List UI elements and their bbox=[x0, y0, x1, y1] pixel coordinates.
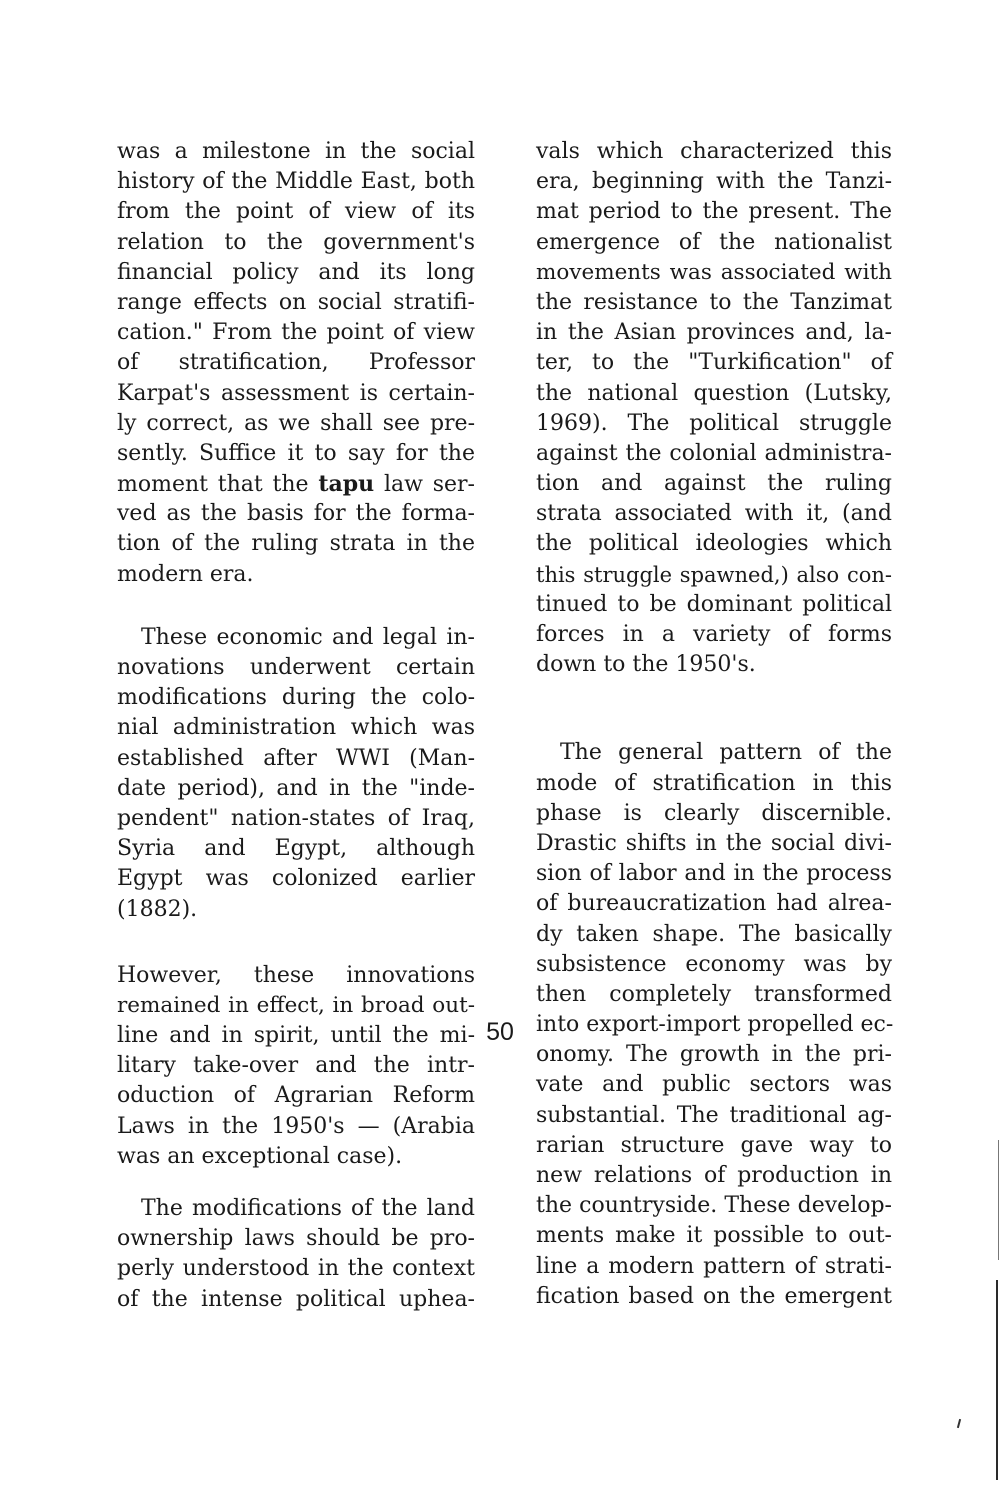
emphasized-term: tapu bbox=[318, 471, 375, 498]
right-text-column bbox=[536, 137, 892, 1312]
text-line: relation to the government's bbox=[117, 229, 475, 255]
text-line: vals which characterized this bbox=[536, 139, 892, 164]
text-line: The modifications of the land bbox=[141, 1196, 475, 1221]
text-line: sion of labor and in the process bbox=[536, 861, 892, 887]
text-line: ved as the basis for the forma- bbox=[117, 501, 475, 527]
paragraph bbox=[536, 137, 892, 680]
text-line: line and in spirit, until the mi- bbox=[117, 1023, 475, 1049]
text-line: litary take-over and the intr- bbox=[117, 1053, 475, 1079]
text-line: Drastic shifts in the social divi- bbox=[536, 830, 892, 856]
text-line: from the point of view of its bbox=[117, 199, 475, 225]
text-line: ter, to the "Turkification" of bbox=[536, 350, 892, 376]
scan-edge-mark bbox=[996, 1280, 998, 1480]
text-line: range effects on social stratifi- bbox=[117, 289, 475, 315]
text-line: date period), and in the "inde- bbox=[117, 775, 475, 801]
text-line: tion and against the ruling bbox=[536, 471, 892, 497]
text-line: pendent" nation-states of Iraq, bbox=[117, 805, 475, 831]
text-line: then completely transformed bbox=[536, 981, 892, 1007]
text-line: forces in a variety of forms bbox=[536, 622, 892, 647]
text-line: tinued to be dominant political bbox=[536, 591, 892, 617]
text-line: (1882). bbox=[117, 896, 198, 922]
text-line: vate and public sectors was bbox=[536, 1072, 892, 1098]
text-line: Egypt was colonized earlier bbox=[117, 866, 475, 892]
text-line: the political ideologies which bbox=[536, 531, 892, 557]
text-line: However, these innovations bbox=[117, 962, 475, 988]
text-line: this struggle spawned,) also con- bbox=[536, 562, 892, 587]
text-line: phase is clearly discernible. bbox=[536, 800, 892, 826]
text-line: the national question (Lutsky, bbox=[536, 380, 892, 406]
text-line: the countryside. These develop- bbox=[536, 1193, 892, 1219]
text-line: novations underwent certain bbox=[117, 655, 475, 680]
scan-edge-mark bbox=[998, 1140, 999, 1260]
text-line: tion of the ruling strata in the bbox=[117, 531, 475, 557]
paragraph bbox=[117, 137, 475, 590]
text-line: sently. Suffice it to say for the bbox=[117, 440, 475, 466]
text-line: Laws in the 1950's — (Arabia bbox=[117, 1113, 475, 1139]
text-line: ly correct, as we shall see pre- bbox=[117, 410, 475, 436]
text-line: was an exceptional case). bbox=[117, 1143, 403, 1169]
text-line: modern era. bbox=[117, 561, 254, 587]
paragraph bbox=[117, 623, 475, 925]
text-line: moment that the tapu law ser- bbox=[117, 471, 475, 498]
text-line: mode of stratification in this bbox=[536, 770, 892, 796]
text-line: established after WWI (Man- bbox=[117, 745, 475, 771]
text-line: The general pattern of the bbox=[560, 740, 892, 766]
text-line: fication based on the emergent bbox=[536, 1283, 892, 1309]
text-line: line a modern pattern of strati- bbox=[536, 1253, 892, 1279]
text-line: modifications during the colo- bbox=[117, 685, 475, 711]
text-line: ownership laws should be pro- bbox=[117, 1226, 475, 1252]
text-line: financial policy and its long bbox=[117, 259, 475, 285]
text-line: subsistence economy was by bbox=[536, 951, 892, 977]
left-text-column bbox=[117, 137, 475, 1315]
text-line: ments make it possible to out- bbox=[536, 1223, 892, 1249]
text-line: movements was associated with bbox=[536, 259, 892, 285]
paragraph bbox=[117, 1194, 475, 1315]
text-line: substantial. The traditional ag- bbox=[536, 1102, 892, 1128]
text-line: era, beginning with the Tanzi- bbox=[536, 169, 892, 195]
text-line: oduction of Agrarian Reform bbox=[117, 1083, 475, 1109]
text-line: Karpat's assessment is certain- bbox=[117, 380, 475, 406]
text-line: the resistance to the Tanzimat bbox=[536, 289, 892, 315]
paragraph bbox=[117, 961, 475, 1172]
text-line: cation." From the point of view bbox=[117, 320, 475, 346]
text-line: down to the 1950's. bbox=[536, 652, 756, 678]
text-line: mat period to the present. The bbox=[536, 199, 892, 225]
text-line: new relations of production in bbox=[536, 1163, 892, 1188]
text-line: dy taken shape. The basically bbox=[536, 921, 892, 947]
text-line: remained in effect, in broad out- bbox=[117, 992, 475, 1018]
text-line: perly understood in the context bbox=[117, 1256, 475, 1282]
text-line: These economic and legal in- bbox=[141, 624, 475, 650]
text-line: rarian structure gave way to bbox=[536, 1132, 892, 1158]
page-number: 50 bbox=[486, 1018, 514, 1046]
text-line: strata associated with it, (and bbox=[536, 501, 892, 527]
text-line: Syria and Egypt, although bbox=[117, 836, 475, 862]
text-line: against the colonial administra- bbox=[536, 440, 892, 466]
text-line: emergence of the nationalist bbox=[536, 229, 892, 255]
text-line: history of the Middle East, both bbox=[117, 169, 475, 195]
text-line: in the Asian provinces and, la- bbox=[536, 320, 892, 346]
text-line: of stratification, Professor bbox=[117, 350, 475, 376]
text-line: 1969). The political struggle bbox=[536, 410, 892, 436]
text-line: onomy. The growth in the pri- bbox=[536, 1042, 892, 1068]
text-line: was a milestone in the social bbox=[117, 139, 475, 164]
text-line: into export-import propelled ec- bbox=[536, 1012, 894, 1038]
scan-speck bbox=[957, 1419, 961, 1428]
text-line: of the intense political uphea- bbox=[117, 1286, 475, 1312]
text-line: nial administration which was bbox=[117, 715, 475, 741]
text-line: of bureaucratization had alrea- bbox=[536, 891, 892, 917]
